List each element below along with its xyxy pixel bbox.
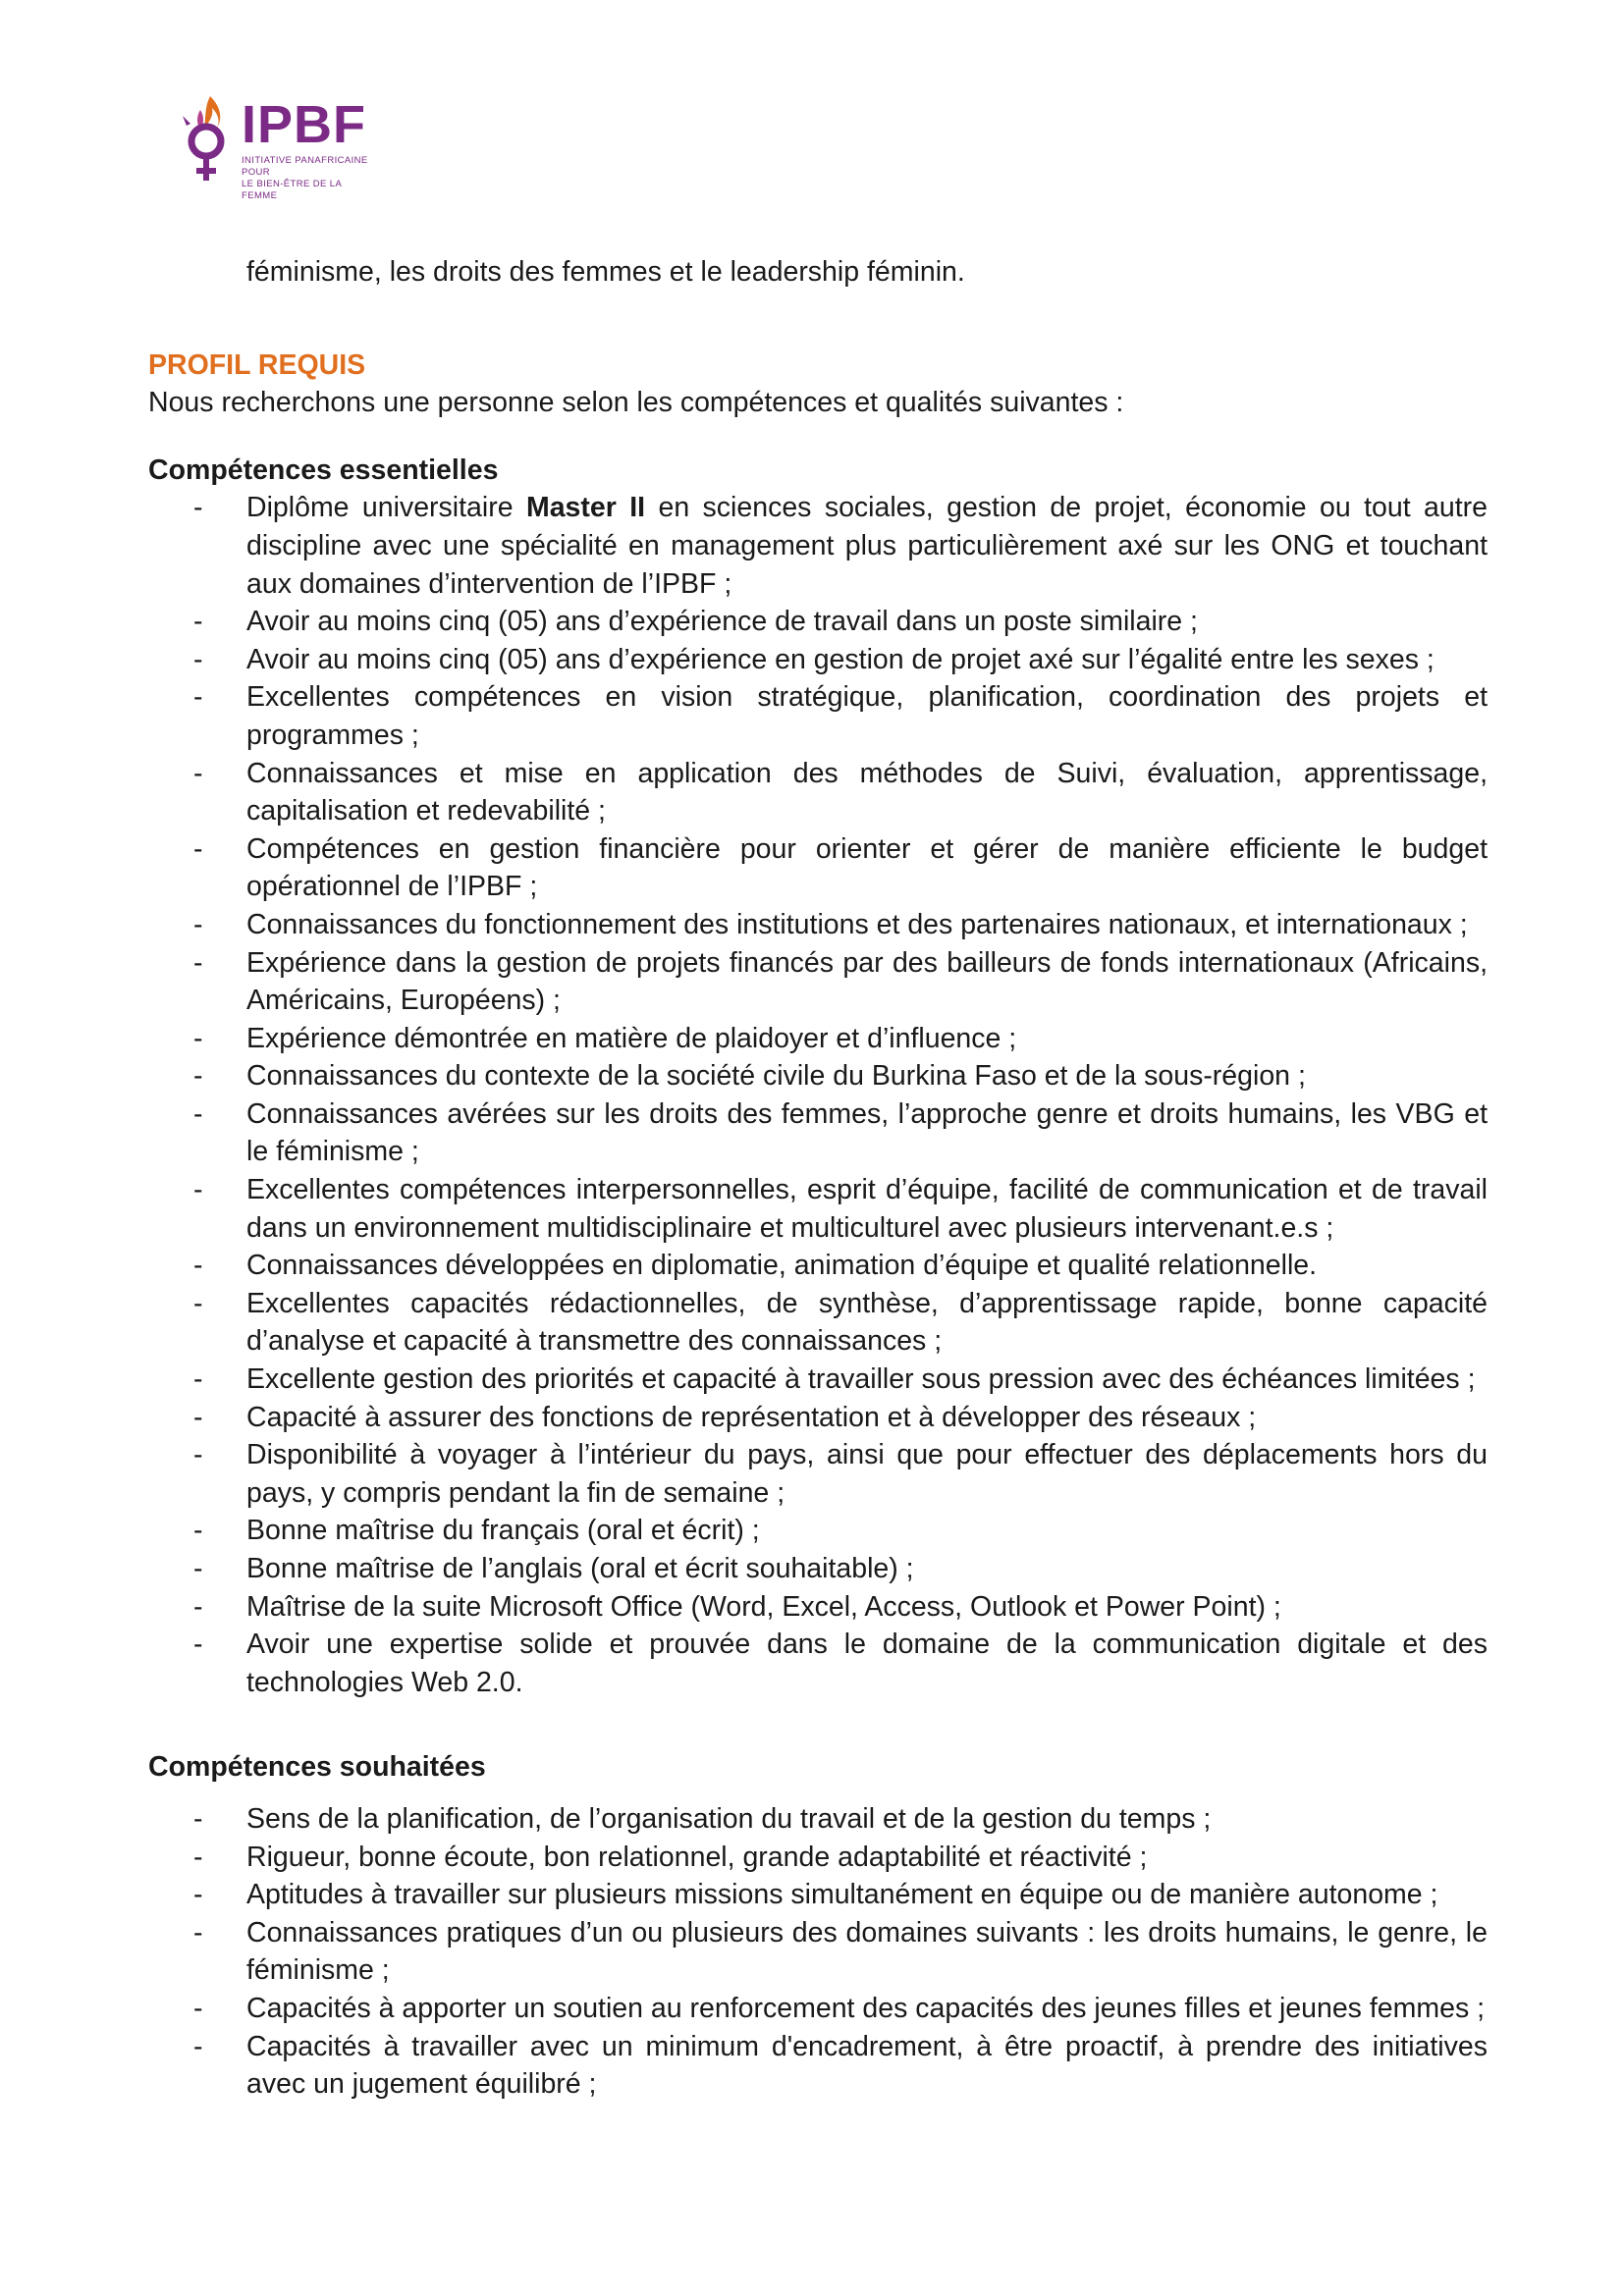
item-text: Expérience démontrée en matière de plaidoyer et d’influence ; [246, 1022, 1017, 1054]
item-text: Excellente gestion des priorités et capacité à travailler sous pression avec des échéances limitées ; [246, 1363, 1476, 1396]
item-text: Avoir une expertise solide et prouvée dans le domaine de la communication digitale et des technologies Web 2.0. [246, 1629, 1488, 1698]
item-text-before: Diplôme universitaire [246, 492, 526, 524]
list-item [148, 641, 1488, 679]
item-text: Connaissances du contexte de la société civile du Burkina Faso et de la sous-région ; [246, 1060, 1306, 1093]
item-text: Capacités à travailler avec un minimum d'encadrement, à être proactif, à prendre des initiatives avec un jugement équilibré ; [246, 2030, 1488, 2101]
bullet-dash: - [193, 832, 203, 865]
bullet-dash: - [193, 1629, 203, 1661]
essential-skills-list [148, 489, 1488, 1701]
item-text: Connaissances et mise en application des méthodes de Suivi, évaluation, apprentissage, capitalisation et redevabilité ; [246, 757, 1488, 828]
bullet-dash: - [193, 606, 203, 638]
item-text: Avoir au moins cinq (05) ans d’expérience en gestion de projet axé sur l’égalité entre les sexes ; [246, 643, 1435, 675]
continuation-line: féminisme, les droits des femmes et le leadership féminin. [246, 256, 965, 288]
list-item [148, 755, 1488, 830]
logo-tagline-line-2: LE BIEN-ÊTRE DE LA FEMME [242, 179, 342, 201]
item-text: Excellentes compétences interpersonnelles, esprit d’équipe, facilité de communication et de travail dans un environnement multidisciplinaire et multiculturel avec plusieurs intervenant.e.s ; [246, 1174, 1488, 1244]
bullet-dash: - [193, 1363, 203, 1396]
bullet-dash: - [193, 1553, 203, 1584]
item-text: Capacité à assurer des fonctions de représentation et à développer des réseaux ; [246, 1401, 1257, 1433]
item-text: Connaissances développées en diplomatie, animation d’équipe et qualité relationnelle. [246, 1250, 1318, 1282]
item-text: Bonne maîtrise de l’anglais (oral et écrit souhaitable) ; [246, 1553, 914, 1584]
list-item [148, 1914, 1488, 1990]
bullet-dash: - [193, 492, 203, 524]
list-item [148, 1399, 1488, 1437]
logo-tagline [242, 155, 379, 202]
list-item [148, 1171, 1488, 1247]
list-item [148, 1990, 1488, 2028]
bullet-dash: - [193, 1515, 203, 1547]
item-text: Compétences en gestion financière pour orienter et gérer de manière efficiente le budget opérationnel de l’IPBF ; [246, 832, 1488, 903]
item-text: Connaissances du fonctionnement des institutions et des partenaires nationaux, et internationaux ; [246, 908, 1468, 940]
bullet-dash: - [193, 1916, 203, 1949]
bullet-dash: - [193, 1060, 203, 1093]
essential-skills-heading: Compétences essentielles [148, 454, 499, 486]
bullet-dash: - [193, 681, 203, 714]
list-item [148, 1361, 1488, 1399]
bullet-dash: - [193, 1841, 203, 1873]
logo-wordmark: IPBF [242, 95, 367, 154]
list-item [148, 1588, 1488, 1627]
list-item [148, 489, 1488, 603]
section-title-profil-requis: PROFIL REQUIS [148, 348, 366, 381]
bullet-dash: - [193, 1250, 203, 1282]
item-text: Maîtrise de la suite Microsoft Office (Word, Excel, Access, Outlook et Power Point) ; [246, 1590, 1281, 1623]
item-text: Connaissances pratiques d’un ou plusieurs des domaines suivants : les droits humains, le genre, le féminisme ; [246, 1916, 1488, 1987]
list-item [148, 1626, 1488, 1701]
bullet-dash: - [193, 1802, 203, 1835]
bullet-dash: - [193, 1590, 203, 1623]
item-text: Expérience dans la gestion de projets financés par des bailleurs de fonds internationaux (Africains, Américains, Européens) ; [246, 946, 1488, 1017]
bullet-dash: - [193, 2030, 203, 2062]
bullet-dash: - [193, 1097, 203, 1130]
list-item [148, 906, 1488, 944]
list-item [148, 1512, 1488, 1550]
list-item [148, 603, 1488, 641]
ipbf-logo [177, 90, 393, 201]
list-item [148, 1436, 1488, 1512]
bullet-dash: - [193, 1287, 203, 1319]
venus-flame-icon [177, 90, 242, 188]
list-item [148, 1095, 1488, 1171]
list-item [148, 1057, 1488, 1095]
item-text: Excellentes compétences en vision stratégique, planification, coordination des projets et programmes ; [246, 681, 1488, 751]
bullet-dash: - [193, 757, 203, 789]
list-item [148, 1020, 1488, 1058]
list-item [148, 1876, 1488, 1914]
list-item [148, 678, 1488, 754]
document-body [148, 253, 1488, 2104]
bullet-dash: - [193, 1022, 203, 1054]
profile-intro: Nous recherchons une personne selon les compétences et qualités suivantes : [148, 387, 1124, 419]
item-text: Sens de la planification, de l’organisation du travail et de la gestion du temps ; [246, 1802, 1212, 1835]
bullet-dash: - [193, 1879, 203, 1911]
desired-skills-list [148, 1800, 1488, 2104]
list-item [148, 1800, 1488, 1839]
bullet-dash: - [193, 1439, 203, 1471]
item-text-bold: Master II [525, 492, 646, 524]
item-text: Bonne maîtrise du français (oral et écrit) ; [246, 1515, 760, 1547]
item-text: Capacités à apporter un soutien au renforcement des capacités des jeunes filles et jeunes femmes ; [246, 1992, 1486, 2024]
item-text: Disponibilité à voyager à l’intérieur du pays, ainsi que pour effectuer des déplacements hors du pays, y compris pendant la fin de semaine ; [246, 1439, 1488, 1509]
item-text: Avoir au moins cinq (05) ans d’expérience de travail dans un poste similaire ; [246, 606, 1198, 638]
list-item [148, 1247, 1488, 1285]
list-item [148, 1839, 1488, 1877]
bullet-dash: - [193, 1401, 203, 1433]
desired-skills-heading: Compétences souhaitées [148, 1751, 486, 1784]
item-text: Aptitudes à travailler sur plusieurs missions simultanément en équipe ou de manière autonome ; [246, 1879, 1438, 1911]
item-text-after: en sciences sociales, gestion de projet, économie ou tout autre discipline avec une spécialité en management plus particulièrement axé sur les ONG et touchant aux domaines d’intervention de l’IPBF ; [246, 492, 1488, 600]
list-item [148, 1285, 1488, 1361]
item-text: Rigueur, bonne écoute, bon relationnel, grande adaptabilité et réactivité ; [246, 1841, 1148, 1873]
bullet-dash: - [193, 1992, 203, 2024]
bullet-dash: - [193, 908, 203, 940]
bullet-dash: - [193, 1174, 203, 1206]
list-item [148, 1550, 1488, 1588]
bullet-dash: - [193, 946, 203, 979]
list-item [148, 944, 1488, 1020]
item-text: Excellentes capacités rédactionnelles, de synthèse, d’apprentissage rapide, bonne capacité d’analyse et capacité à transmettre des connaissances ; [246, 1287, 1488, 1358]
logo-tagline-line-1: INITIATIVE PANAFRICAINE POUR [242, 155, 368, 178]
list-item [148, 830, 1488, 906]
list-item [148, 2028, 1488, 2104]
item-text: Connaissances avérées sur les droits des femmes, l’approche genre et droits humains, les VBG et le féminisme ; [246, 1097, 1488, 1168]
bullet-dash: - [193, 643, 203, 675]
